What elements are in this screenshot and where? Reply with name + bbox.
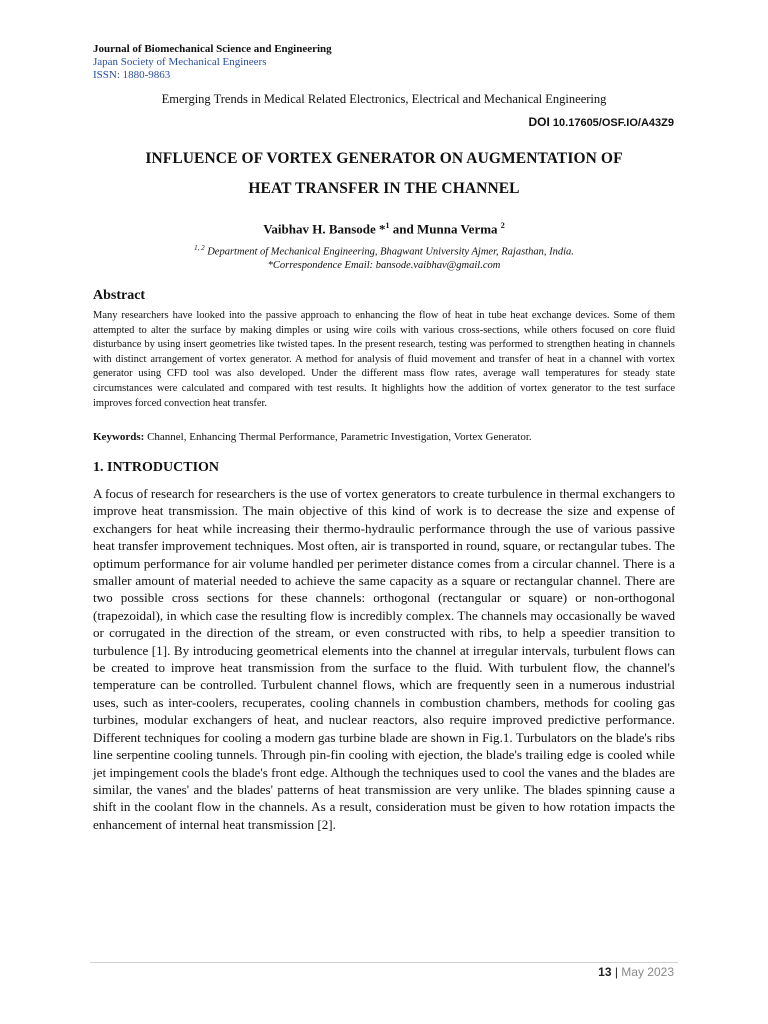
footer-separator: |	[611, 965, 622, 979]
affiliation-markers: 1, 2	[194, 244, 205, 252]
doi	[529, 115, 674, 129]
doi-label: DOI	[528, 115, 550, 129]
keywords-label: Keywords:	[93, 431, 145, 443]
correspondence-email: *Correspondence Email: bansode.vaibhav@gmail.com	[267, 259, 501, 271]
introduction-text: A focus of research for researchers is the use of vortex generators to create turbulence in thermal exchangers to improve heat transmission. The main objective of this kind of work is to decrease the size and expense of exchangers for heat while increasing their thermo-hydraulic performance through the use of various passive heat transfer improvement techniques. Most often, air is transported in round, square, or rectangular tubes. The optimum performance for air volume handled per perimeter distance comes from a circular channel. There is a smaller amount of material needed to achieve the same capacity as a square or rectangular channel. There are two possible cross sections for these channels: orthogonal (rectangular or square) or non-orthogonal (trapezoidal), in which case the resulting flow is incredibly complex. The channels may occasionally be waved or corrugated in the direction of the stream, or even constructed with ribs, to help a speedier transition to turbulence [1]. By introducing geometrical elements into the channel at irregular intervals, turbulent flows can be created to improve heat transmission from the surface to the fluid. With turbulent flow, the channel's temperature can be controlled. Turbulent channel flows, which are frequently seen in a numerous industrial uses, such as inter-coolers, recuperates, cooling channels in combustion chambers, methods for cooling gas turbines, modular exchangers of heat, and nuclear reactors, also require improved predictive performance. Different techniques for cooling a modern gas turbine blade are shown in Fig.1. Turbulators on the blade's ribs line serpentine cooling tunnels. Through pin-fin cooling with ejection, the blade's trailing edge is cooled while jet impingement cools the blade's front edge. Although the techniques used to cool the vanes and the blades are similar, the vanes' and the blades' patterns of heat transmission are very unlike. The blades spinning cause a shift in the coolant flow in the channels. As a result, consideration must be given to how rotation impacts the enhancement of internal heat transmission [2].	[93, 486, 675, 832]
affiliation-department: Department of Mechanical Engineering, Bhagwant University Ajmer, Rajasthan, India.	[204, 246, 574, 258]
abstract-heading: Abstract	[93, 288, 146, 303]
author-2-affil: 2	[500, 221, 505, 230]
keywords	[93, 431, 675, 443]
conference-name: Emerging Trends in Medical Related Electronics, Electrical and Mechanical Engineering	[161, 92, 607, 106]
abstract-text: Many researchers have looked into the passive approach to enhancing the flow of heat in tube heat exchange devices. Some of them attempted to alter the surface by making dimples or using wire coils with various cross-sections, while others focused on core fluid disturbance by using insert geometries like twisted tapes. In the present research, testing was performed to strengthen heating in channels with distinct arrangement of vortex generator. A method for analysis of fluid movement and transfer of heat in a channel with vortex generator using CFD tool was also developed. Under the different mass flow rates, average wall temperatures for steady state circumstances were calculated and compared with test results. It highlights how the addition of vortex generator to the test surface improves forced convection heat transfer.	[93, 310, 675, 409]
keywords-text: Channel, Enhancing Thermal Performance, Parametric Investigation, Vortex Generator.	[144, 431, 532, 443]
footer-divider	[90, 962, 678, 963]
author-1: Vaibhav H. Bansode *	[263, 221, 386, 237]
journal-header	[93, 43, 332, 82]
author-joiner: and Munna Verma	[389, 221, 501, 237]
page-footer	[598, 965, 674, 979]
page-number: 13	[598, 965, 612, 979]
affiliation	[0, 242, 768, 272]
journal-society: Japan Society of Mechanical Engineers	[93, 56, 267, 68]
publication-date: May 2023	[621, 965, 674, 979]
doi-value: 10.17605/OSF.IO/A43Z9	[552, 117, 674, 129]
journal-issn: ISSN: 1880-9863	[93, 69, 171, 81]
paper-title	[60, 144, 708, 204]
journal-name: Journal of Biomechanical Science and Engineering	[93, 43, 332, 55]
paper-title-line-1: INFLUENCE OF VORTEX GENERATOR ON AUGMENTATION OF	[145, 150, 623, 167]
author-1-affil: 1	[385, 221, 390, 230]
introduction-heading: 1. INTRODUCTION	[93, 460, 220, 475]
paper-title-line-2: HEAT TRANSFER IN THE CHANNEL	[248, 180, 520, 197]
authors	[0, 221, 768, 237]
